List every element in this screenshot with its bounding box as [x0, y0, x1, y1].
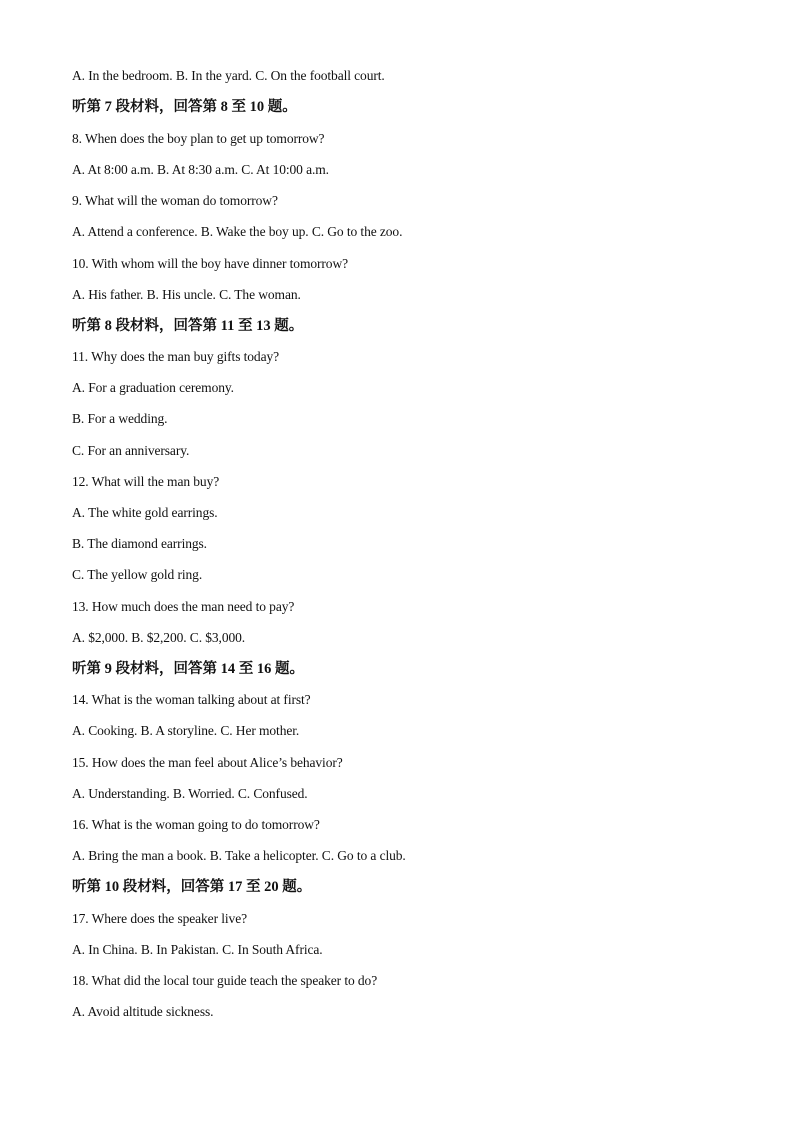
question-11: 11. Why does the man buy gifts today? [72, 349, 280, 364]
answer-option-12b: B. The diamond earrings. [72, 536, 207, 551]
answer-options-17: A. In China. B. In Pakistan. C. In South Africa. [72, 942, 323, 957]
question-13: 13. How much does the man need to pay? [72, 599, 295, 614]
question-17: 17. Where does the speaker live? [72, 911, 247, 926]
answer-options-10: A. His father. B. His uncle. C. The woman. [72, 287, 301, 302]
section-heading-9: 听第 9 段材料，回答第 14 至 16 题。 [72, 661, 304, 677]
answer-options-14: A. Cooking. B. A storyline. C. Her mother. [72, 723, 300, 738]
answer-option-11b: B. For a wedding. [72, 411, 168, 426]
answer-option-11c: C. For an anniversary. [72, 443, 190, 458]
question-10: 10. With whom will the boy have dinner tomorrow? [72, 256, 348, 271]
answer-options-15: A. Understanding. B. Worried. C. Confused. [72, 786, 308, 801]
section-heading-7: 听第 7 段材料，回答第 8 至 10 题。 [72, 99, 297, 115]
answer-options-13: A. $2,000. B. $2,200. C. $3,000. [72, 630, 246, 645]
answer-option-12a: A. The white gold earrings. [72, 505, 218, 520]
question-15: 15. How does the man feel about Alice’s behavior? [72, 755, 343, 770]
answer-options-7: A. In the bedroom. B. In the yard. C. On the football court. [72, 68, 385, 83]
answer-option-12c: C. The yellow gold ring. [72, 567, 203, 582]
question-12: 12. What will the man buy? [72, 474, 220, 489]
question-9: 9. What will the woman do tomorrow? [72, 193, 278, 208]
answer-options-16: A. Bring the man a book. B. Take a helicopter. C. Go to a club. [72, 848, 406, 863]
question-18: 18. What did the local tour guide teach the speaker to do? [72, 973, 378, 988]
answer-option-11a: A. For a graduation ceremony. [72, 380, 234, 395]
answer-options-8: A. At 8:00 a.m. B. At 8:30 a.m. C. At 10:00 a.m. [72, 162, 329, 177]
answer-options-9: A. Attend a conference. B. Wake the boy up. C. Go to the zoo. [72, 224, 403, 239]
answer-option-18a: A. Avoid altitude sickness. [72, 1004, 214, 1019]
question-8: 8. When does the boy plan to get up tomorrow? [72, 131, 325, 146]
section-heading-8: 听第 8 段材料，回答第 11 至 13 题。 [72, 318, 304, 334]
question-16: 16. What is the woman going to do tomorrow? [72, 817, 320, 832]
question-14: 14. What is the woman talking about at first? [72, 692, 311, 707]
section-heading-10: 听第 10 段材料，回答第 17 至 20 题。 [72, 879, 312, 895]
